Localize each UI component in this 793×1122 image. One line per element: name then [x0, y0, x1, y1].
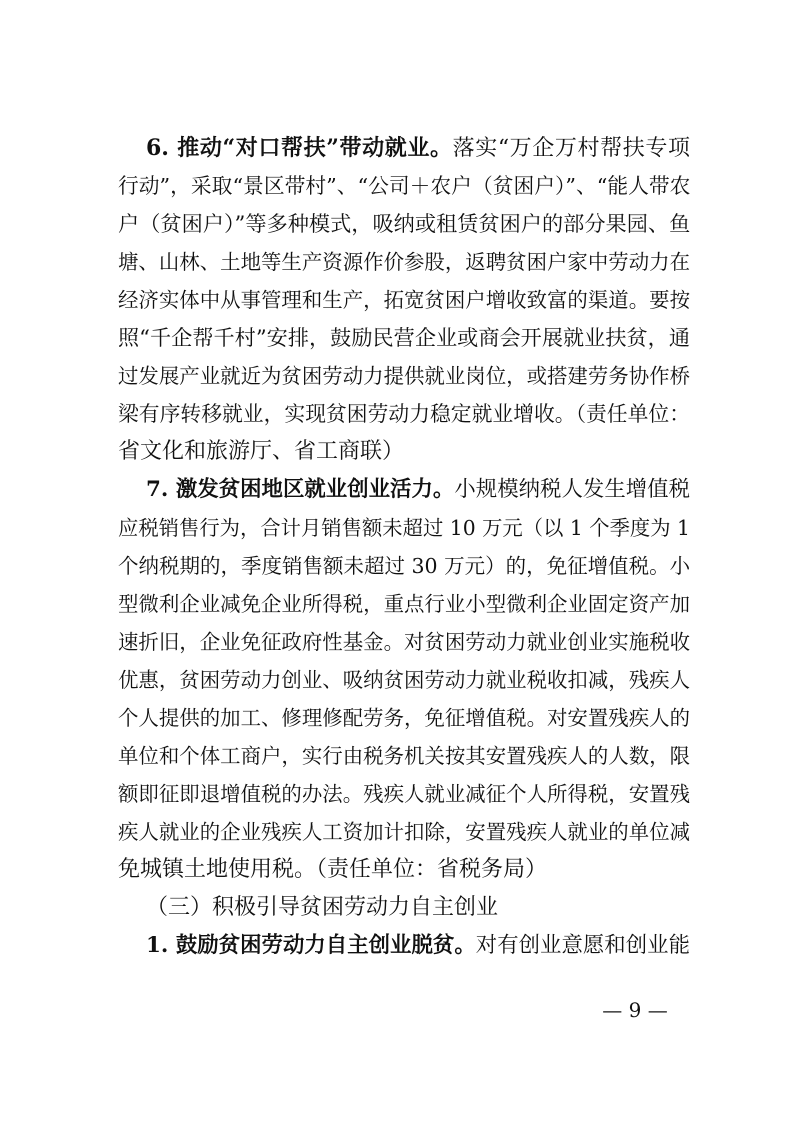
p7-line-1	[146, 475, 690, 505]
p7-line-9: 额即征即退增值税的办法。残疾人就业减征个人所得税，安置残	[118, 782, 690, 806]
p6-line-5: 经济实体中从事管理和生产，拓宽贫困户增收致富的渠道。要按	[118, 288, 690, 312]
p7-line-4: 型微利企业减免企业所得税，重点行业小型微利企业固定资产加	[118, 592, 690, 616]
p7-line-7: 个人提供的加工、修理修配劳务，免征增值税。对安置残疾人的	[118, 706, 690, 730]
p6-line-1	[146, 133, 690, 163]
p7-text-1: 小规模纳税人发生增值税	[454, 477, 690, 502]
section-heading: （三）积极引导贫困劳动力自主创业	[146, 895, 499, 920]
p7-line-5: 速折旧，企业免征政府性基金。对贫困劳动力就业创业实施税收	[118, 630, 690, 654]
p1-text-1: 对有创业意愿和创业能	[475, 933, 690, 958]
p6-line-9: 省文化和旅游厅、省工商联）	[118, 439, 405, 464]
p7-line-3: 个纳税期的，季度销售额未超过 30 万元）的，免征增值税。小	[118, 554, 691, 578]
p7-line-2: 应税销售行为，合计月销售额未超过 10 万元（以 1 个季度为 1	[118, 516, 690, 540]
p6-line-4: 塘、山林、土地等生产资源作价参股，返聘贫困户家中劳动力在	[118, 250, 690, 274]
p6-line-6: 照“千企帮千村”安排，鼓励民营企业或商会开展就业扶贫，通	[118, 325, 690, 350]
p1-line-1	[146, 931, 690, 961]
p6-line-3: 户（贫困户）”等多种模式，吸纳或租赁贫困户的部分果园、鱼	[118, 211, 691, 236]
p1-heading: 1. 鼓励贫困劳动力自主创业脱贫。	[146, 933, 476, 958]
p6-text-1: 落实“万企万村帮扶专项	[452, 136, 690, 161]
p7-line-6: 优惠，贫困劳动力创业、吸纳贫困劳动力就业税收扣减，残疾人	[118, 668, 690, 692]
p7-line-10: 疾人就业的企业残疾人工资加计扣除，安置残疾人就业的单位减	[118, 820, 690, 844]
p6-heading: 6. 推动“对口帮扶”带动就业。	[146, 135, 453, 161]
p6-line-7: 过发展产业就近为贫困劳动力提供就业岗位，或搭建劳务协作桥	[118, 364, 690, 388]
p6-line-8: 梁有序转移就业，实现贫困劳动力稳定就业增收。（责任单位：	[118, 402, 690, 426]
p7-line-8: 单位和个体工商户，实行由税务机关按其安置残疾人的人数，限	[118, 744, 690, 768]
p7-heading: 7. 激发贫困地区就业创业活力。	[146, 477, 455, 502]
p6-line-2: 行动”，采取“景区带村”、“公司＋农户（贫困户）”、“能人带农	[118, 174, 691, 198]
p7-line-11: 免城镇土地使用税。（责任单位：省税务局）	[118, 857, 548, 882]
page-number: — 9 —	[602, 998, 668, 1022]
